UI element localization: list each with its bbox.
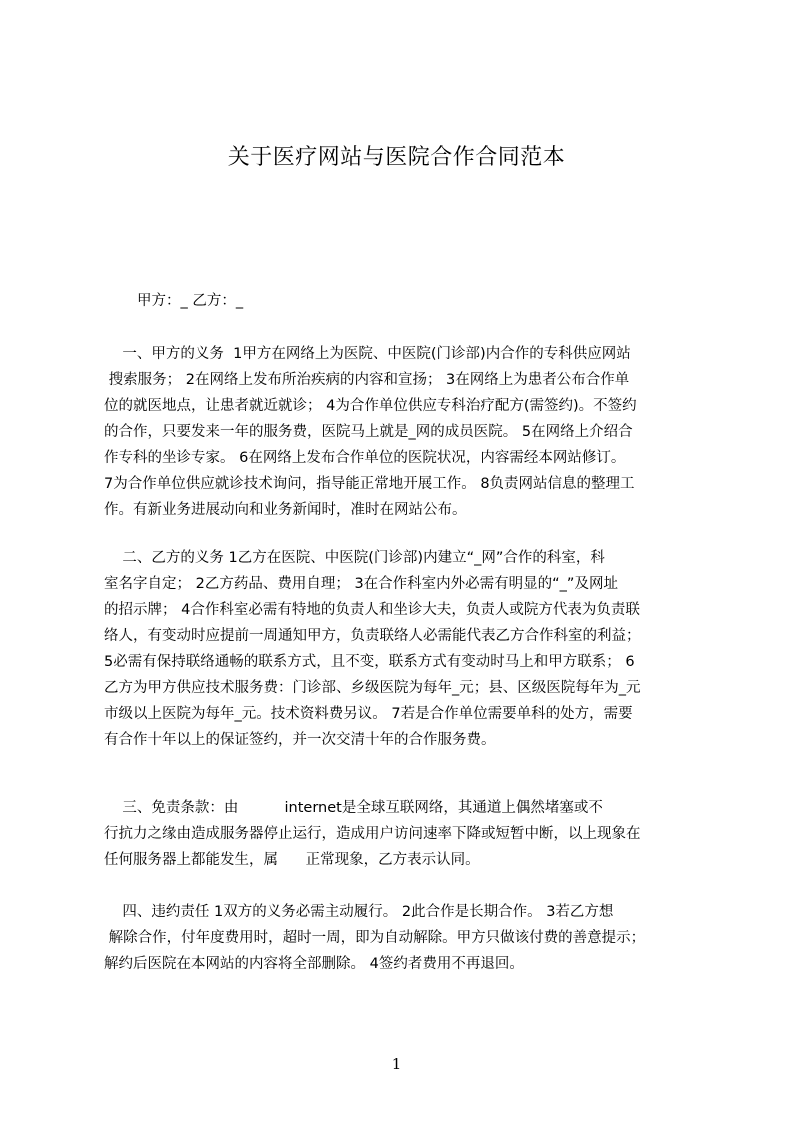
clause-disclaimer xyxy=(104,795,700,873)
paragraph-line: 四、违约责任 1双方的义务必需主动履行。 2此合作是长期合作。 3若乙方想 xyxy=(104,904,614,920)
paragraph-line: 的招示牌； 4合作科室必需有特地的负责人和坐诊大夫，负责人或院方代表为负责联 xyxy=(104,602,640,618)
paragraph-line: 任何服务器上都能发生，属 正常现象，乙方表示认同。 xyxy=(104,852,480,868)
paragraph-line: 室名字自定； 2乙方药品、费用自理； 3在合作科室内外必需有明显的“_”及网址 xyxy=(104,576,618,592)
paragraph-line: 市级以上医院为每年_元。技术资料费另议。 7若是合作单位需要单科的处方，需要 xyxy=(104,706,633,722)
paragraph-line: 行抗力之缘由造成服务器停止运行，造成用户访问速率下降或短暂中断，以上现象在 xyxy=(104,826,641,842)
document-title: 关于医疗网站与医院合作合同范本 xyxy=(227,145,566,170)
paragraph-line: 一、甲方的义务 1甲方在网络上为医院、中医院(门诊部)内合作的专科供应网站 xyxy=(104,346,631,362)
paragraph-line: 作专科的坐诊专家。 6在网络上发布合作单位的医院状况，内容需经本网站修订。 xyxy=(104,450,626,466)
paragraph-line: 的合作，只要发来一年的服务费，医院马上就是_网的成员医院。 5在网络上介绍合 xyxy=(104,424,633,440)
page-number: 1 xyxy=(391,1055,402,1073)
paragraph-line: 乙方为甲方供应技术服务费：门诊部、乡级医院为每年_元；县、区级医院每年为_元 xyxy=(104,680,641,696)
paragraph-line: 三、免责条款：由 internet是全球互联网络，其通道上偶然堵塞或不 xyxy=(104,800,603,816)
paragraph-line: 搜索服务； 2在网络上发布所治疾病的内容和宣扬； 3在网络上为患者公布合作单 xyxy=(104,372,630,388)
clause-breach-liability xyxy=(104,899,700,977)
paragraph-line: 位的就医地点，让患者就近就诊； 4为合作单位供应专科治疗配方(需签约)。不签约 xyxy=(104,398,637,414)
paragraph-line: 络人，有变动时应提前一周通知甲方，负责联络人必需能代表乙方合作科室的利益； xyxy=(104,628,641,644)
paragraph-line: 7为合作单位供应就诊技术询问，指导能正常地开展工作。 8负责网站信息的整理工 xyxy=(104,476,635,492)
paragraph-line: 解约后医院在本网站的内容将全部删除。 4签约者费用不再退回。 xyxy=(104,956,524,972)
paragraph-line: 解除合作，付年度费用时，超时一周，即为自动解除。甲方只做该付费的善意提示； xyxy=(104,930,646,946)
paragraph-line: 二、乙方的义务 1乙方在医院、中医院(门诊部)内建立“_网”合作的科室，科 xyxy=(104,550,605,566)
paragraph-line: 有合作十年以上的保证签约，并一次交清十年的合作服务费。 xyxy=(104,732,496,748)
clause-party-a-obligations xyxy=(104,341,700,523)
clause-party-b-obligations xyxy=(104,545,700,753)
parties-line: 甲方：_ 乙方：_ xyxy=(137,293,244,309)
paragraph-line: 作。有新业务进展动向和业务新闻时，准时在网站公布。 xyxy=(104,502,467,518)
paragraph-line: 5必需有保持联络通畅的联系方式，且不变，联系方式有变动时马上和甲方联系； 6 xyxy=(104,654,635,670)
